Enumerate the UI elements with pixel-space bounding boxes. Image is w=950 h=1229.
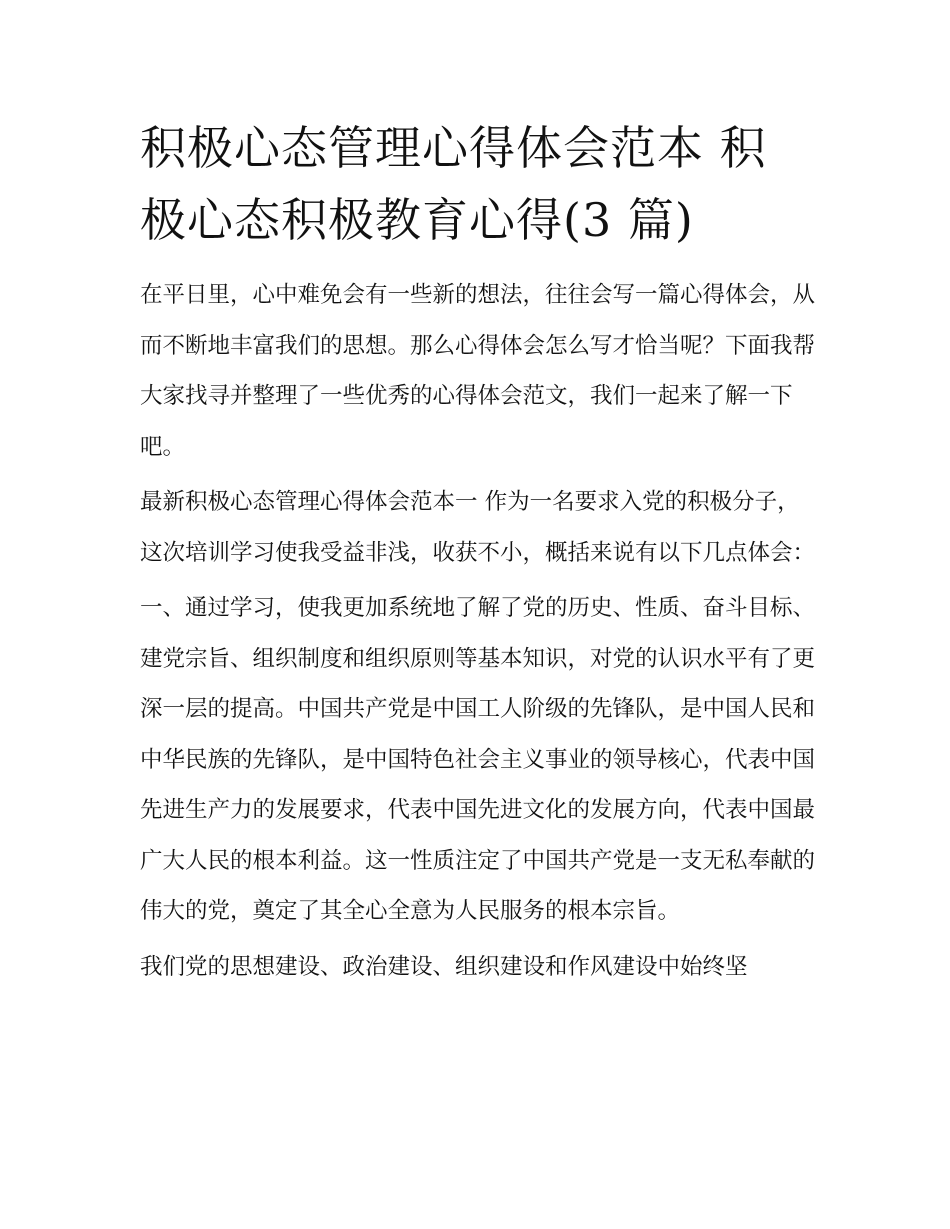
document-title: 积极心态管理心得体会范本 积 极心态积极教育心得(3 篇)	[140, 121, 767, 247]
document-page	[140, 112, 815, 997]
paragraph-essay-one-opening: 最新积极心态管理心得体会范本一 作为一名要求入党的积极分子，这次培训学习使我受益非浅，收获不小，概括来说有以下几点体会：	[140, 489, 816, 566]
paragraph-party-building: 我们党的思想建设、政治建设、组织建设和作风建设中始终坚	[140, 953, 748, 980]
paragraph-point-one: 一、通过学习，使我更加系统地了解了党的历史、性质、奋斗目标、建党宗旨、组织制度和组织原则等基本知识，对党的认识水平有了更深一层的提高。中国共产党是中国工人阶级的先锋队，是中国人民和中华民族的先锋队，是中国特色社会主义事业的领导核心，代表中国先进生产力的发展要求，代表中国先进文化的发展方向，代表中国最广大人民的根本利益。这一性质注定了中国共产党是一支无私奉献的伟大的党，奠定了其全心全意为人民服务的根本宗旨。	[140, 595, 816, 924]
paragraph-intro: 在平日里，心中难免会有一些新的想法，往往会写一篇心得体会，从而不断地丰富我们的思想。那么心得体会怎么写才恰当呢？下面我帮大家找寻并整理了一些优秀的心得体会范文，我们一起来了解一下吧。	[140, 282, 816, 460]
